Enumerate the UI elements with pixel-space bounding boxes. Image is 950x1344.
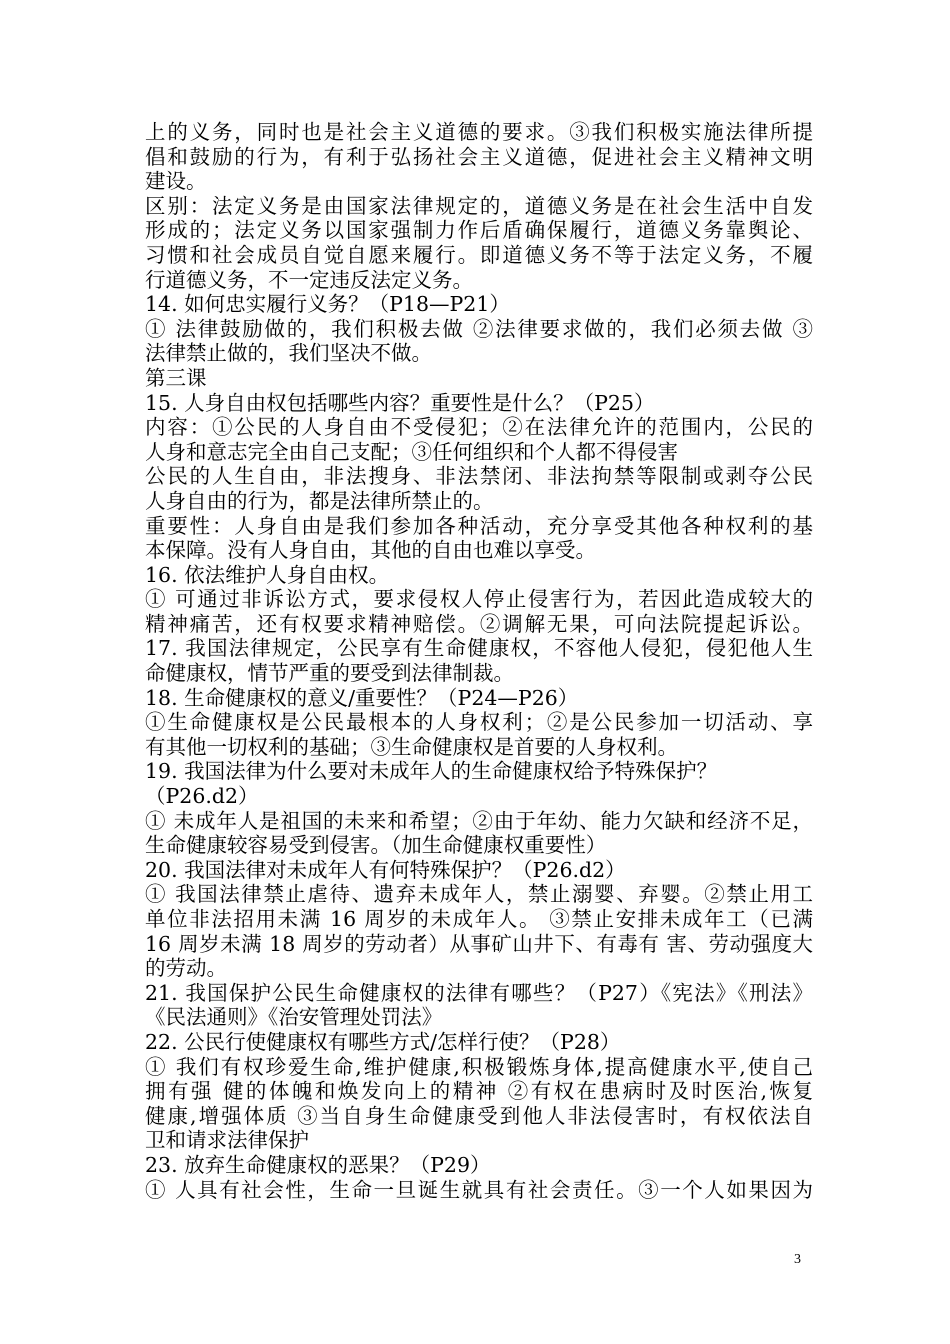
text-line: 上的义务，同时也是社会主义道德的要求。③我们积极实施法律所提 <box>145 120 813 144</box>
text-line: 健康,增强体质 ③当自身生命健康受到他人非法侵害时，有权依法自 <box>145 1103 813 1128</box>
text-line: 人身和意志完全由自己支配；③任何组织和个人都不得侵害 <box>145 439 678 464</box>
text-line: 公民的人生自由，非法搜身、非法禁闭、非法拘禁等限制或剥夺公民 <box>145 464 813 489</box>
text-line: ① 我国法律禁止虐待、遗弃未成年人，禁止溺婴、弃婴。②禁止用工 <box>145 882 813 907</box>
text-line: 16 周岁未满 18 周岁的劳动者）从事矿山井下、有毒有 害、劳动强度大 <box>145 931 813 956</box>
text-line: 单位非法招用未满 16 周岁的未成年人。 ③禁止安排未成年工（已满 <box>145 907 813 931</box>
text-line: 20. 我国法律对未成年人有何特殊保护？（P26.d2） <box>145 857 626 882</box>
text-line: 拥有强 健的体魄和焕发向上的精神 ②有权在患病时及时医治,恢复 <box>145 1079 813 1104</box>
text-line: 生命健康较容易受到侵害。（加生命健康权重要性） <box>145 833 607 858</box>
text-line: 的劳动。 <box>145 956 227 981</box>
text-line: 本保障。没有人身自由，其他的自由也难以享受。 <box>145 538 596 563</box>
text-line: 16. 依法维护人身自由权。 <box>145 562 390 587</box>
text-line: 23. 放弃生命健康权的恶果？（P29） <box>145 1152 491 1177</box>
text-line: 重要性：人身自由是我们参加各种活动，充分享受其他各种权利的基 <box>145 513 813 538</box>
text-line: 建设。 <box>145 169 207 194</box>
text-line: （P26.d2） <box>145 784 259 809</box>
text-line: 14. 如何忠实履行义务？（P18—P21） <box>145 292 510 317</box>
text-line: 19. 我国法律为什么要对未成年人的生命健康权给予特殊保护？ <box>145 759 718 784</box>
text-line: 精神痛苦，还有权要求精神赔偿。②调解无果，可向法院提起诉讼。 <box>145 611 813 636</box>
text-line: 法律禁止做的，我们坚决不做。 <box>145 341 432 366</box>
text-line: ①生命健康权是公民最根本的人身权利；②是公民参加一切活动、享 <box>145 710 813 735</box>
text-line: 15. 人身自由权包括哪些内容？重要性是什么？（P25） <box>145 390 655 415</box>
text-line: 有其他一切权利的基础；③生命健康权是首要的人身权利。 <box>145 734 678 759</box>
page-number: 3 <box>794 1252 801 1267</box>
text-line: ① 人具有社会性，生命一旦诞生就具有社会责任。③一个人如果因为 <box>145 1177 813 1202</box>
text-line: 21. 我国保护公民生命健康权的法律有哪些？（P27）《宪法》《刑法》 <box>145 980 813 1005</box>
text-line: ① 可通过非诉讼方式，要求侵权人停止侵害行为，若因此造成较大的 <box>145 587 813 612</box>
text-line: ① 我们有权珍爱生命,维护健康,积极锻炼身体,提高健康水平,使自己 <box>145 1054 813 1079</box>
text-line: 17. 我国法律规定，公民享有生命健康权，不容他人侵犯，侵犯他人生 <box>145 636 813 661</box>
text-line: ① 法律鼓励做的，我们积极去做 ②法律要求做的，我们必须去做 ③ <box>145 316 813 341</box>
text-line: 卫和请求法律保护 <box>145 1128 309 1153</box>
text-line: 18. 生命健康权的意义/重要性？（P24—P26） <box>145 685 579 710</box>
document-body <box>145 120 813 1202</box>
text-line: 区别：法定义务是由国家法律规定的，道德义务是在社会生活中自发 <box>145 193 813 218</box>
text-line: 习惯和社会成员自觉自愿来履行。即道德义务不等于法定义务，不履 <box>145 242 813 267</box>
text-line: ① 未成年人是祖国的未来和希望；②由于年幼、能力欠缺和经济不足， <box>145 808 813 833</box>
text-line: 人身自由的行为，都是法律所禁止的。 <box>145 488 494 513</box>
text-line: 第三课 <box>145 365 207 390</box>
text-line: 行道德义务，不一定违反法定义务。 <box>145 267 473 292</box>
text-line: 《民法通则》《治安管理处罚法》 <box>145 1005 443 1030</box>
text-line: 内容：①公民的人身自由不受侵犯；②在法律允许的范围内，公民的 <box>145 415 813 440</box>
text-line: 命健康权，情节严重的要受到法律制裁。 <box>145 661 514 686</box>
text-line: 22. 公民行使健康权有哪些方式/怎样行使？（P28） <box>145 1029 621 1054</box>
text-line: 形成的；法定义务以国家强制力作后盾确保履行，道德义务靠舆论、 <box>145 218 813 243</box>
text-line: 倡和鼓励的行为，有利于弘扬社会主义道德，促进社会主义精神文明 <box>145 144 813 169</box>
